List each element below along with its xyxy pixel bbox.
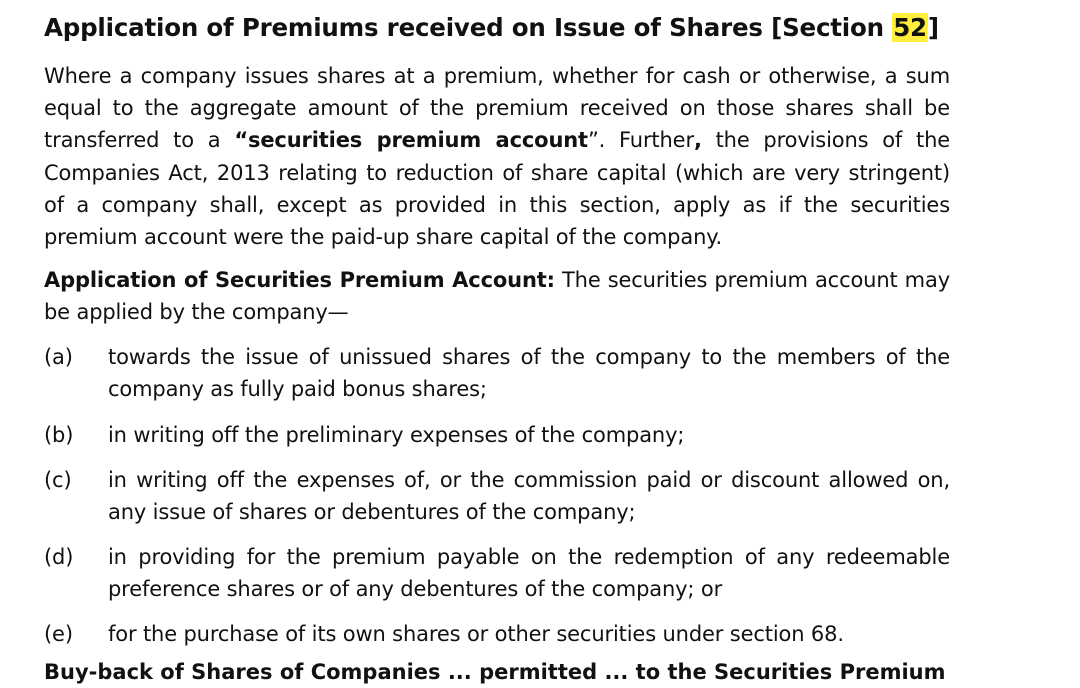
list-marker: (c) [44, 468, 72, 492]
list-marker: (a) [44, 345, 73, 369]
list-item-text: in providing for the premium payable on the redemption of any redeemable preference shares or of any debentures of the company; or [108, 545, 950, 602]
list-item-text: in writing off the expenses of, or the commission paid or discount allowed on, any issue of shares or debentures of the company; [108, 468, 950, 525]
heading-suffix: ] [927, 13, 939, 42]
application-paragraph [44, 264, 950, 328]
cut-off-heading-text: Buy-back of Shares of Companies ... permitted ... to the Securities Premium [44, 660, 946, 684]
intro-text-1: Where a company issues shares at a premium, whether for cash or otherwise, a sum equal to the aggregate amount of the premium received on those shares shall be transferred to a [44, 64, 950, 153]
intro-text-2: ”. Further [587, 128, 694, 153]
application-text: The securities premium account may be applied by the company— [44, 268, 950, 325]
list-marker: (b) [44, 423, 74, 447]
list-item-text: in writing off the preliminary expenses of the company; [108, 423, 685, 447]
list-item-text: for the purchase of its own shares or other securities under section 68. [108, 622, 844, 646]
intro-text-3: the provisions of the Companies Act, 2013 relating to reduction of share capital (which are very stringent) of a company shall, except as provided in this section, apply as if the securities premium account were the paid-up share capital of the company. [44, 128, 951, 250]
list-marker: (d) [44, 545, 74, 569]
intro-bold-comma: , [693, 128, 702, 153]
intro-paragraph [44, 60, 950, 253]
section-number-highlight: 52 [893, 13, 927, 42]
section-heading [44, 8, 950, 48]
securities-premium-account-term: “securities premium account [234, 128, 588, 153]
list-marker: (e) [44, 622, 73, 646]
list-item-text: towards the issue of unissued shares of the company to the members of the company as fully paid bonus shares; [108, 345, 950, 402]
cut-off-next-heading [44, 656, 950, 684]
application-lead: Application of Securities Premium Account: [44, 268, 555, 292]
heading-text: Application of Premiums received on Issue of Shares [Section [44, 13, 893, 42]
